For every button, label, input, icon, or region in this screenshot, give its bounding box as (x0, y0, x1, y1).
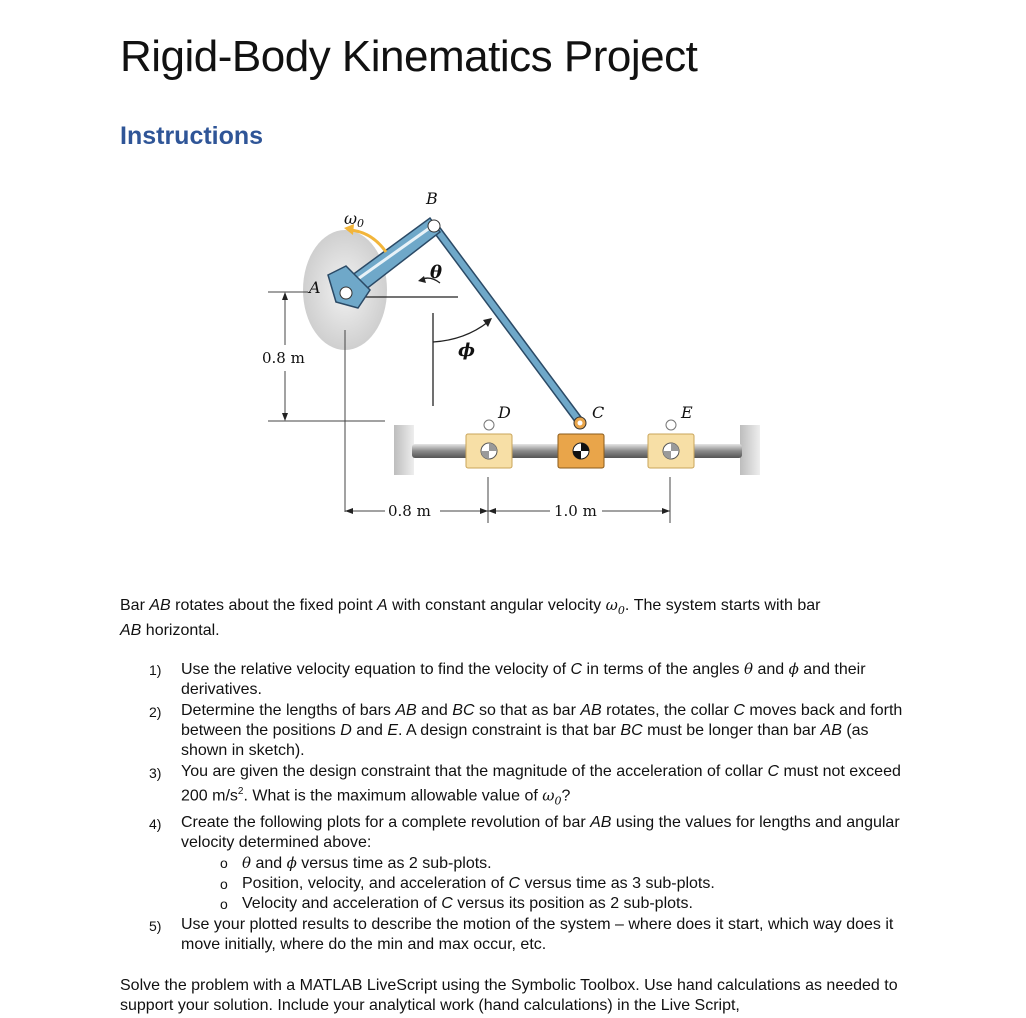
dim-horizontal-1-label: 0.8 m (388, 502, 431, 520)
step-4: 4) Create the following plots for a complete revolution of bar AB using the values for lengths and angular velocity determined above: o θ and ϕ versus time as 2 sub-plots. o Position, velocity, and acceleration of C versus time as 3 sub-plots. o Velocity and acceleration of C versus its position as 2 sub-plots. (145, 813, 915, 914)
step-3: 3) You are given the design constraint that the magnitude of the acceleration of collar C must not exceed 200 $m/s^2$. What is the maximum allowable value of $\omega_0$? (149, 763, 901, 808)
step-1: 1) Use the relative velocity equation to find the velocity of C in terms of the angles θ and ϕ and their derivatives. (149, 660, 866, 698)
label-c: C (592, 403, 605, 422)
sub-item: o θ and ϕ versus time as 2 sub-plots. (220, 853, 492, 872)
sub-item: o Velocity and acceleration of C versus its position as 2 sub-plots. (220, 894, 693, 912)
dim-horizontal-2-label: 1.0 m (554, 502, 597, 520)
collar-d (466, 420, 512, 468)
document-title: Rigid-Body Kinematics Project (120, 32, 698, 81)
label-d: D (498, 403, 511, 422)
collar-c (558, 434, 604, 468)
collar-e (648, 420, 694, 468)
steps-list (145, 659, 915, 956)
label-omega: ω0 (344, 209, 365, 230)
intro-paragraph: Bar AB rotates about the fixed point A with constant angular velocity $\omega_0$. The system starts with bar AB horizontal. (120, 596, 821, 640)
step-2: 2) Determine the lengths of bars AB and BC so that as bar AB rotates, the collar C moves back and forth between the positions D and E. A design constraint is that bar BC must be longer than bar AB (as shown in sketch). (149, 702, 903, 759)
left-wall (394, 425, 414, 475)
step-5: 5) Use your plotted results to describe the motion of the system – where does it start, which way does it move initially, where do the min and max occur, etc. (149, 915, 894, 953)
instructions-heading: Instructions (120, 122, 264, 150)
label-e: E (681, 403, 693, 422)
mechanism-figure (240, 180, 780, 540)
outro-paragraph: Solve the problem with a MATLAB LiveScript using the Symbolic Toolbox. Use hand calculations as needed to support your solution. Include your analytical work (hand calculations) in the Live Script, (120, 977, 898, 1014)
sub-item: o Position, velocity, and acceleration of C versus time as 3 sub-plots. (220, 874, 715, 892)
label-theta: θ (430, 262, 443, 283)
right-wall (740, 425, 760, 475)
label-b: B (426, 189, 438, 208)
label-a: A (309, 278, 321, 297)
dim-vertical-label: 0.8 m (262, 349, 305, 367)
step-4-sublist (181, 853, 915, 914)
label-phi: ϕ (458, 340, 475, 361)
